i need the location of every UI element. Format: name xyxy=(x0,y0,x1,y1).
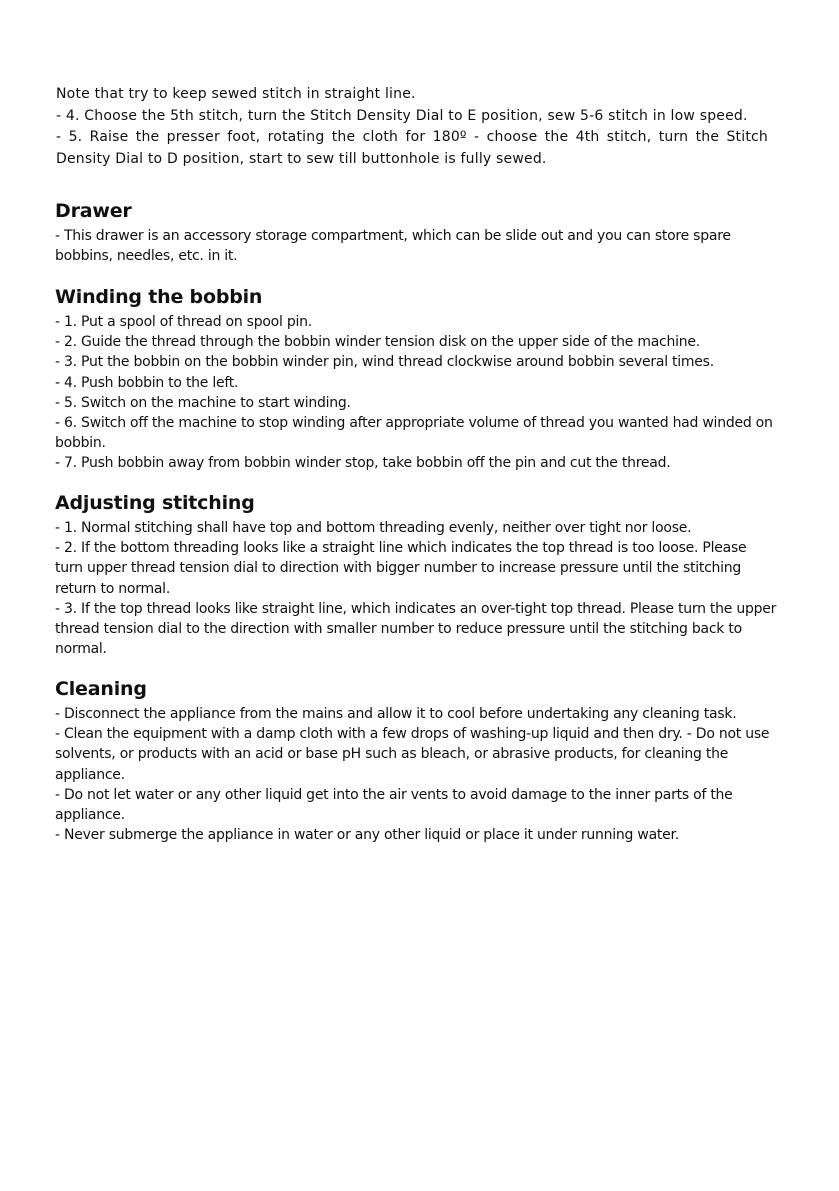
cleaning-instruction: - Do not let water or any other liquid get into the air vents to avoid damage to the inner parts of the appliance. xyxy=(55,786,733,824)
section-cleaning xyxy=(55,676,777,845)
winding-step: - 4. Push bobbin to the left. xyxy=(55,374,239,391)
section-drawer xyxy=(55,198,777,266)
drawer-text: - This drawer is an accessory storage compartment, which can be slide out and you can store spare bobbins, needles, etc. in it. xyxy=(55,228,731,265)
section-title-winding: Winding the bobbin xyxy=(55,286,263,308)
winding-step: - 3. Put the bobbin on the bobbin winder pin, wind thread clockwise around bobbin several times. xyxy=(55,354,714,371)
section-title-adjusting: Adjusting stitching xyxy=(55,492,255,514)
adjusting-step: - 2. If the bottom threading looks like a straight line which indicates the top thread is too loose. Please turn upper thread tension dial to direction with bigger number to increase pressure until the stitching return to normal. xyxy=(55,540,747,597)
buttonhole-steps-continued xyxy=(56,84,768,170)
intro-step-4: - 4. Choose the 5th stitch, turn the Stitch Density Dial to E position, sew 5-6 stitch in low speed. xyxy=(56,107,748,124)
section-title-cleaning: Cleaning xyxy=(55,678,147,700)
winding-step: - 6. Switch off the machine to stop winding after appropriate volume of thread you wanted had winded on bobbin. xyxy=(55,415,773,452)
section-adjusting-stitching xyxy=(55,490,777,659)
cleaning-instruction: - Disconnect the appliance from the mains and allow it to cool before undertaking any cleaning task. xyxy=(55,706,737,722)
intro-step-5: - 5. Raise the presser foot, rotating the cloth for 180º - choose the 4th stitch, turn the Stitch Density Dial to D position, start to sew till buttonhole is fully sewed. xyxy=(56,129,768,167)
cleaning-instruction: - Never submerge the appliance in water or any other liquid or place it under running water. xyxy=(55,827,679,844)
cleaning-instruction: - Clean the equipment with a damp cloth with a few drops of washing-up liquid and then dry. - Do not use solvents, or products with an acid or base pH such as bleach, or abrasive products, for cleaning the appliance. xyxy=(55,726,770,783)
adjusting-step: - 1. Normal stitching shall have top and bottom threading evenly, neither over tight nor loose. xyxy=(55,520,692,536)
section-title-drawer: Drawer xyxy=(55,200,132,222)
adjusting-step: - 3. If the top thread looks like straight line, which indicates an over-tight top thread. Please turn the upper thread tension dial to the direction with smaller number to reduce pressure until the stitching back to normal. xyxy=(55,600,777,658)
winding-step: - 1. Put a spool of thread on spool pin. xyxy=(55,314,312,330)
winding-step: - 5. Switch on the machine to start winding. xyxy=(55,394,351,411)
section-winding-the-bobbin xyxy=(55,284,777,474)
intro-note: Note that try to keep sewed stitch in straight line. xyxy=(56,86,416,102)
winding-step: - 2. Guide the thread through the bobbin winder tension disk on the upper side of the machine. xyxy=(55,334,700,351)
winding-step: - 7. Push bobbin away from bobbin winder stop, take bobbin off the pin and cut the thread. xyxy=(55,455,671,472)
